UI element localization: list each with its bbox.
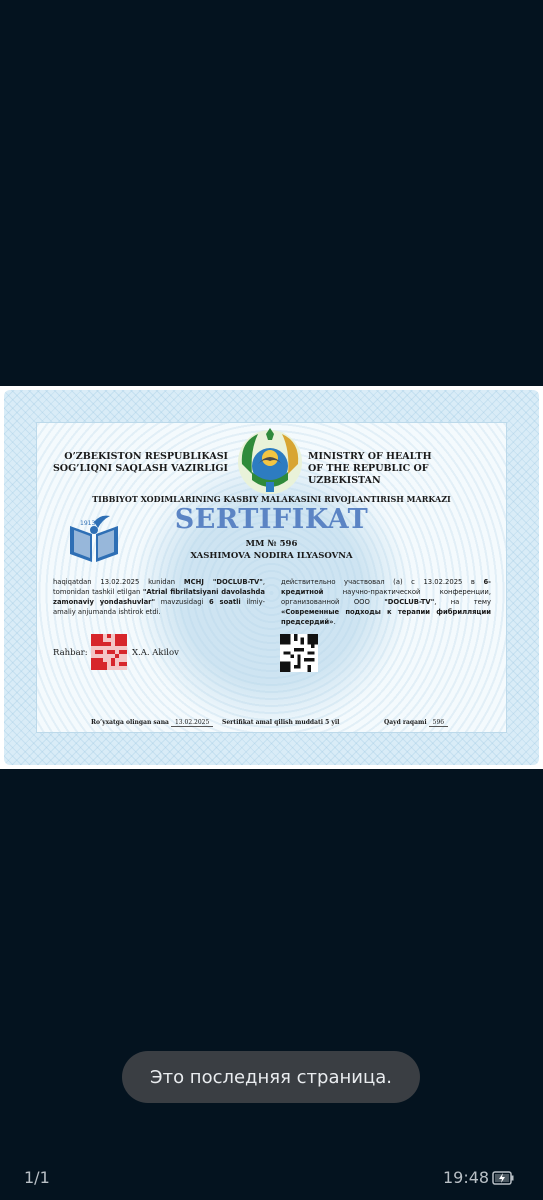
uz-org: MCHJ "DOCLUB-TV"	[183, 578, 263, 586]
ru-text-4: .	[333, 618, 336, 626]
header-right-line1: MINISTRY OF HEALTH	[308, 451, 432, 462]
validity-text: Sertifikat amal qilish muddati 5 yil	[222, 719, 340, 726]
header-right-line2: OF THE REPUBLIC OF UZBEKISTAN	[308, 463, 429, 486]
ru-org: "DOCLUB-TV"	[384, 598, 435, 606]
certificate-title: SERTIFIKAT	[174, 504, 369, 535]
ru-credits: 6-кредитной	[281, 578, 491, 596]
header-left-line1: O’ZBEKISTON RESPUBLIKASI	[64, 451, 228, 462]
header-left	[52, 451, 228, 475]
last-page-toast	[122, 1051, 420, 1103]
verification-qr-icon	[280, 634, 318, 672]
signature-qr-icon	[91, 634, 127, 670]
ru-topic: «Современные подходы к терапии фибрилляции предсердий»	[281, 608, 491, 626]
rahbar-name: X.A. Akilov	[132, 648, 179, 658]
header-right	[308, 451, 498, 487]
uz-topic: "Atrial fibrilatsiyani davolashda zamonaviy yondashuvlar"	[53, 588, 266, 606]
uz-text-4: ilmiy-amaliy anjumanda ishtirok etdi.	[53, 598, 265, 616]
body-text-uzbek	[53, 577, 265, 617]
uz-text-2: , tomonidan tashkil etilgan	[53, 578, 265, 596]
body-text-russian	[281, 577, 491, 627]
certificate-number: MM № 596	[245, 539, 298, 549]
ru-text-2: научно-практической конференции, организованной ООО	[281, 588, 491, 606]
ru-text-1: действительно участвовал (а) с 13.02.2025 в	[281, 578, 484, 586]
registration-date	[91, 719, 213, 726]
registration-number	[384, 719, 448, 726]
rahbar-label: Rahbar:	[53, 648, 88, 658]
clock: 19:48	[443, 1168, 490, 1187]
ru-text-3: , на тему	[434, 598, 491, 606]
header-left-line2: SOG’LIQNI SAQLASH VAZIRLIGI	[52, 463, 228, 474]
uz-hours: 6 soatli	[209, 598, 241, 606]
registration-number-value: 596	[429, 719, 448, 727]
registration-number-label: Qayd raqami	[384, 719, 427, 726]
logo-year: 1913	[80, 520, 96, 527]
battery-charging-icon	[492, 1171, 514, 1185]
registration-date-label: Ro’yxatga olingan sana	[91, 719, 169, 726]
holder-name: XASHIMOVA NODIRA ILYASOVNA	[190, 551, 353, 561]
registration-date-value: 13.02.2025	[171, 719, 213, 727]
toast-text: Это последняя страница.	[150, 1066, 392, 1088]
state-emblem-icon	[236, 428, 304, 496]
uz-text-3: mavzusidagi	[155, 598, 210, 606]
page-indicator: 1/1	[24, 1168, 50, 1187]
uz-text-1: haqiqatdan 13.02.2025 kunidan	[53, 578, 184, 586]
center-name: TIBBIYOT XODIMLARINING KASBIY MALAKASINI RIVOJLANTIRISH MARKAZI	[92, 494, 451, 504]
